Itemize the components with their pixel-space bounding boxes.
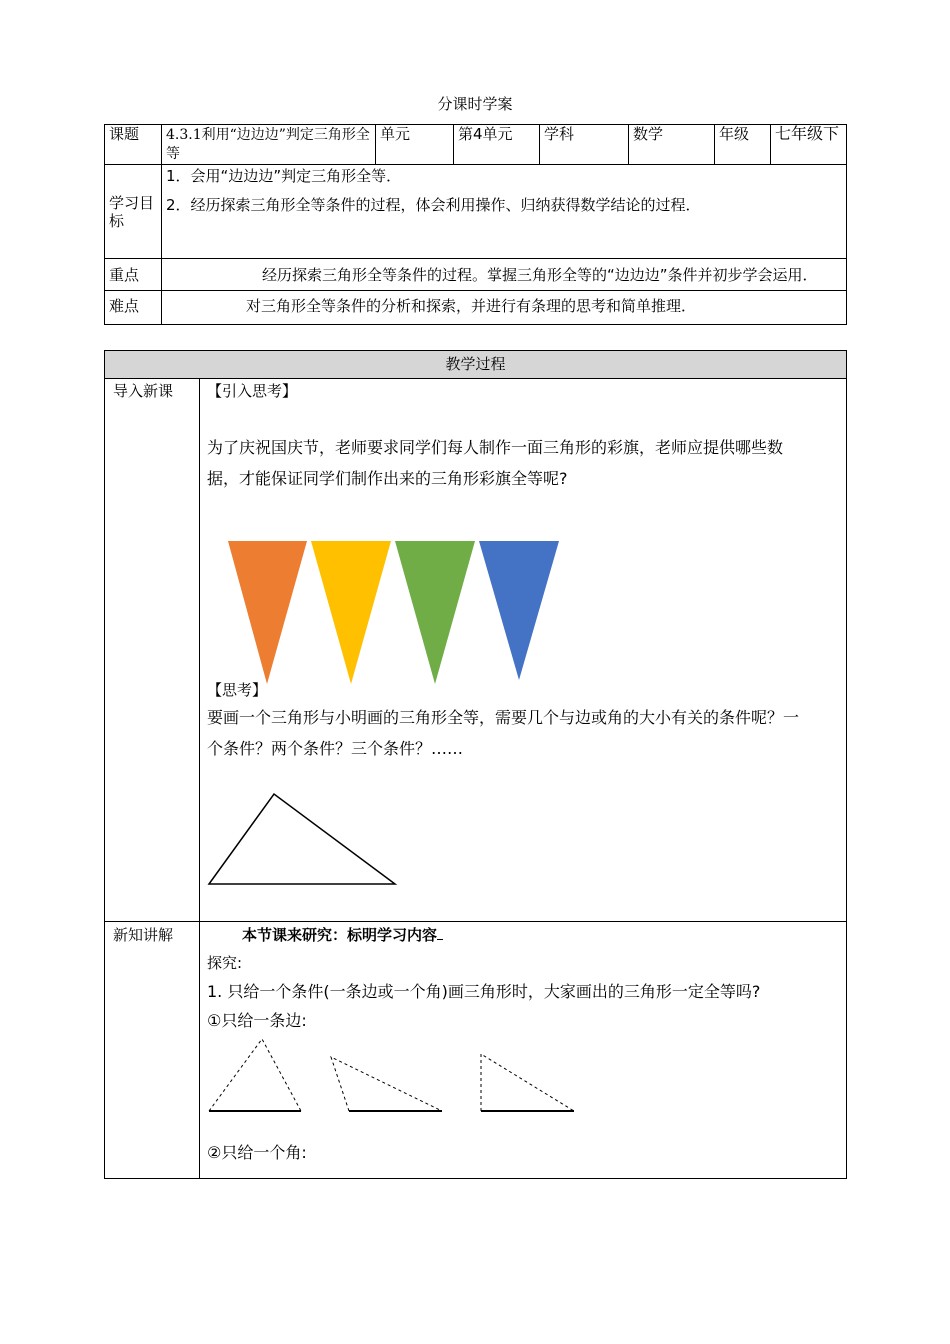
process-table	[104, 350, 847, 1179]
intro-para-line1: 为了庆祝国庆节，老师要求同学们每人制作一面三角形的彩旗，老师应提供哪些数	[207, 438, 784, 457]
blue-flag	[479, 541, 559, 680]
green-flag	[395, 541, 475, 684]
think-para-line1: 要画一个三角形与小明画的三角形全等，需要几个与边或角的大小有关的条件呢？一	[207, 708, 800, 727]
objectives-cell	[162, 165, 847, 259]
topic-value: 4.3.1利用“边边边”判定三角形全等	[162, 125, 376, 165]
intro-cell	[200, 379, 847, 922]
intro-para-line2: 据，才能保证同学们制作出来的三角形彩旗全等呢?	[207, 469, 568, 488]
unit-label: 单元	[376, 125, 454, 165]
subject-value: 数学	[629, 125, 715, 165]
intro-label: 导入新课	[105, 379, 200, 922]
difficulty-value: 对三角形全等条件的分析和探索，并进行有条理的思考和简单推理．	[162, 291, 847, 325]
orange-flag	[228, 541, 307, 684]
one-side-label: ①只给一条边:	[207, 1011, 307, 1030]
process-header: 教学过程	[105, 351, 847, 379]
key-label: 重点	[105, 259, 162, 291]
question-1: 1. 只给一个条件(一条边或一个角)画三角形时，大家画出的三角形一定全等吗?	[207, 982, 761, 1001]
objective-2: 2．经历探索三角形全等条件的过程，体会利用操作、归纳获得数学结论的过程．	[166, 196, 701, 214]
page-title: 分课时学案	[437, 95, 513, 113]
one-side-triangles	[204, 1037, 584, 1117]
explore-label: 探究:	[207, 954, 243, 972]
flags-illustration	[225, 537, 575, 689]
subject-label: 学科	[540, 125, 629, 165]
new-knowledge-label: 新知讲解	[105, 922, 200, 1179]
info-table	[104, 124, 847, 325]
triangle-figure	[204, 789, 400, 889]
intro-heading: 【引入思考】	[207, 382, 298, 400]
study-content-line: 本节课来研究：标明学习内容	[242, 926, 443, 944]
topic-label: 课题	[105, 125, 162, 165]
objectives-label: 学习目标	[105, 165, 162, 259]
think-para-line2: 个条件？两个条件？三个条件？……	[207, 739, 464, 758]
think-heading: 【思考】	[207, 681, 268, 699]
unit-value: 第4单元	[454, 125, 540, 165]
one-angle-label: ②只给一个角:	[207, 1143, 307, 1162]
grade-label: 年级	[715, 125, 771, 165]
new-knowledge-cell	[200, 922, 847, 1179]
yellow-flag	[311, 541, 391, 684]
difficulty-label: 难点	[105, 291, 162, 325]
grade-value: 七年级下	[771, 125, 847, 165]
objective-1: 1．会用“边边边”判定三角形全等．	[166, 167, 402, 185]
key-value: 经历探索三角形全等条件的过程。掌握三角形全等的“边边边”条件并初步学会运用．	[162, 259, 847, 291]
